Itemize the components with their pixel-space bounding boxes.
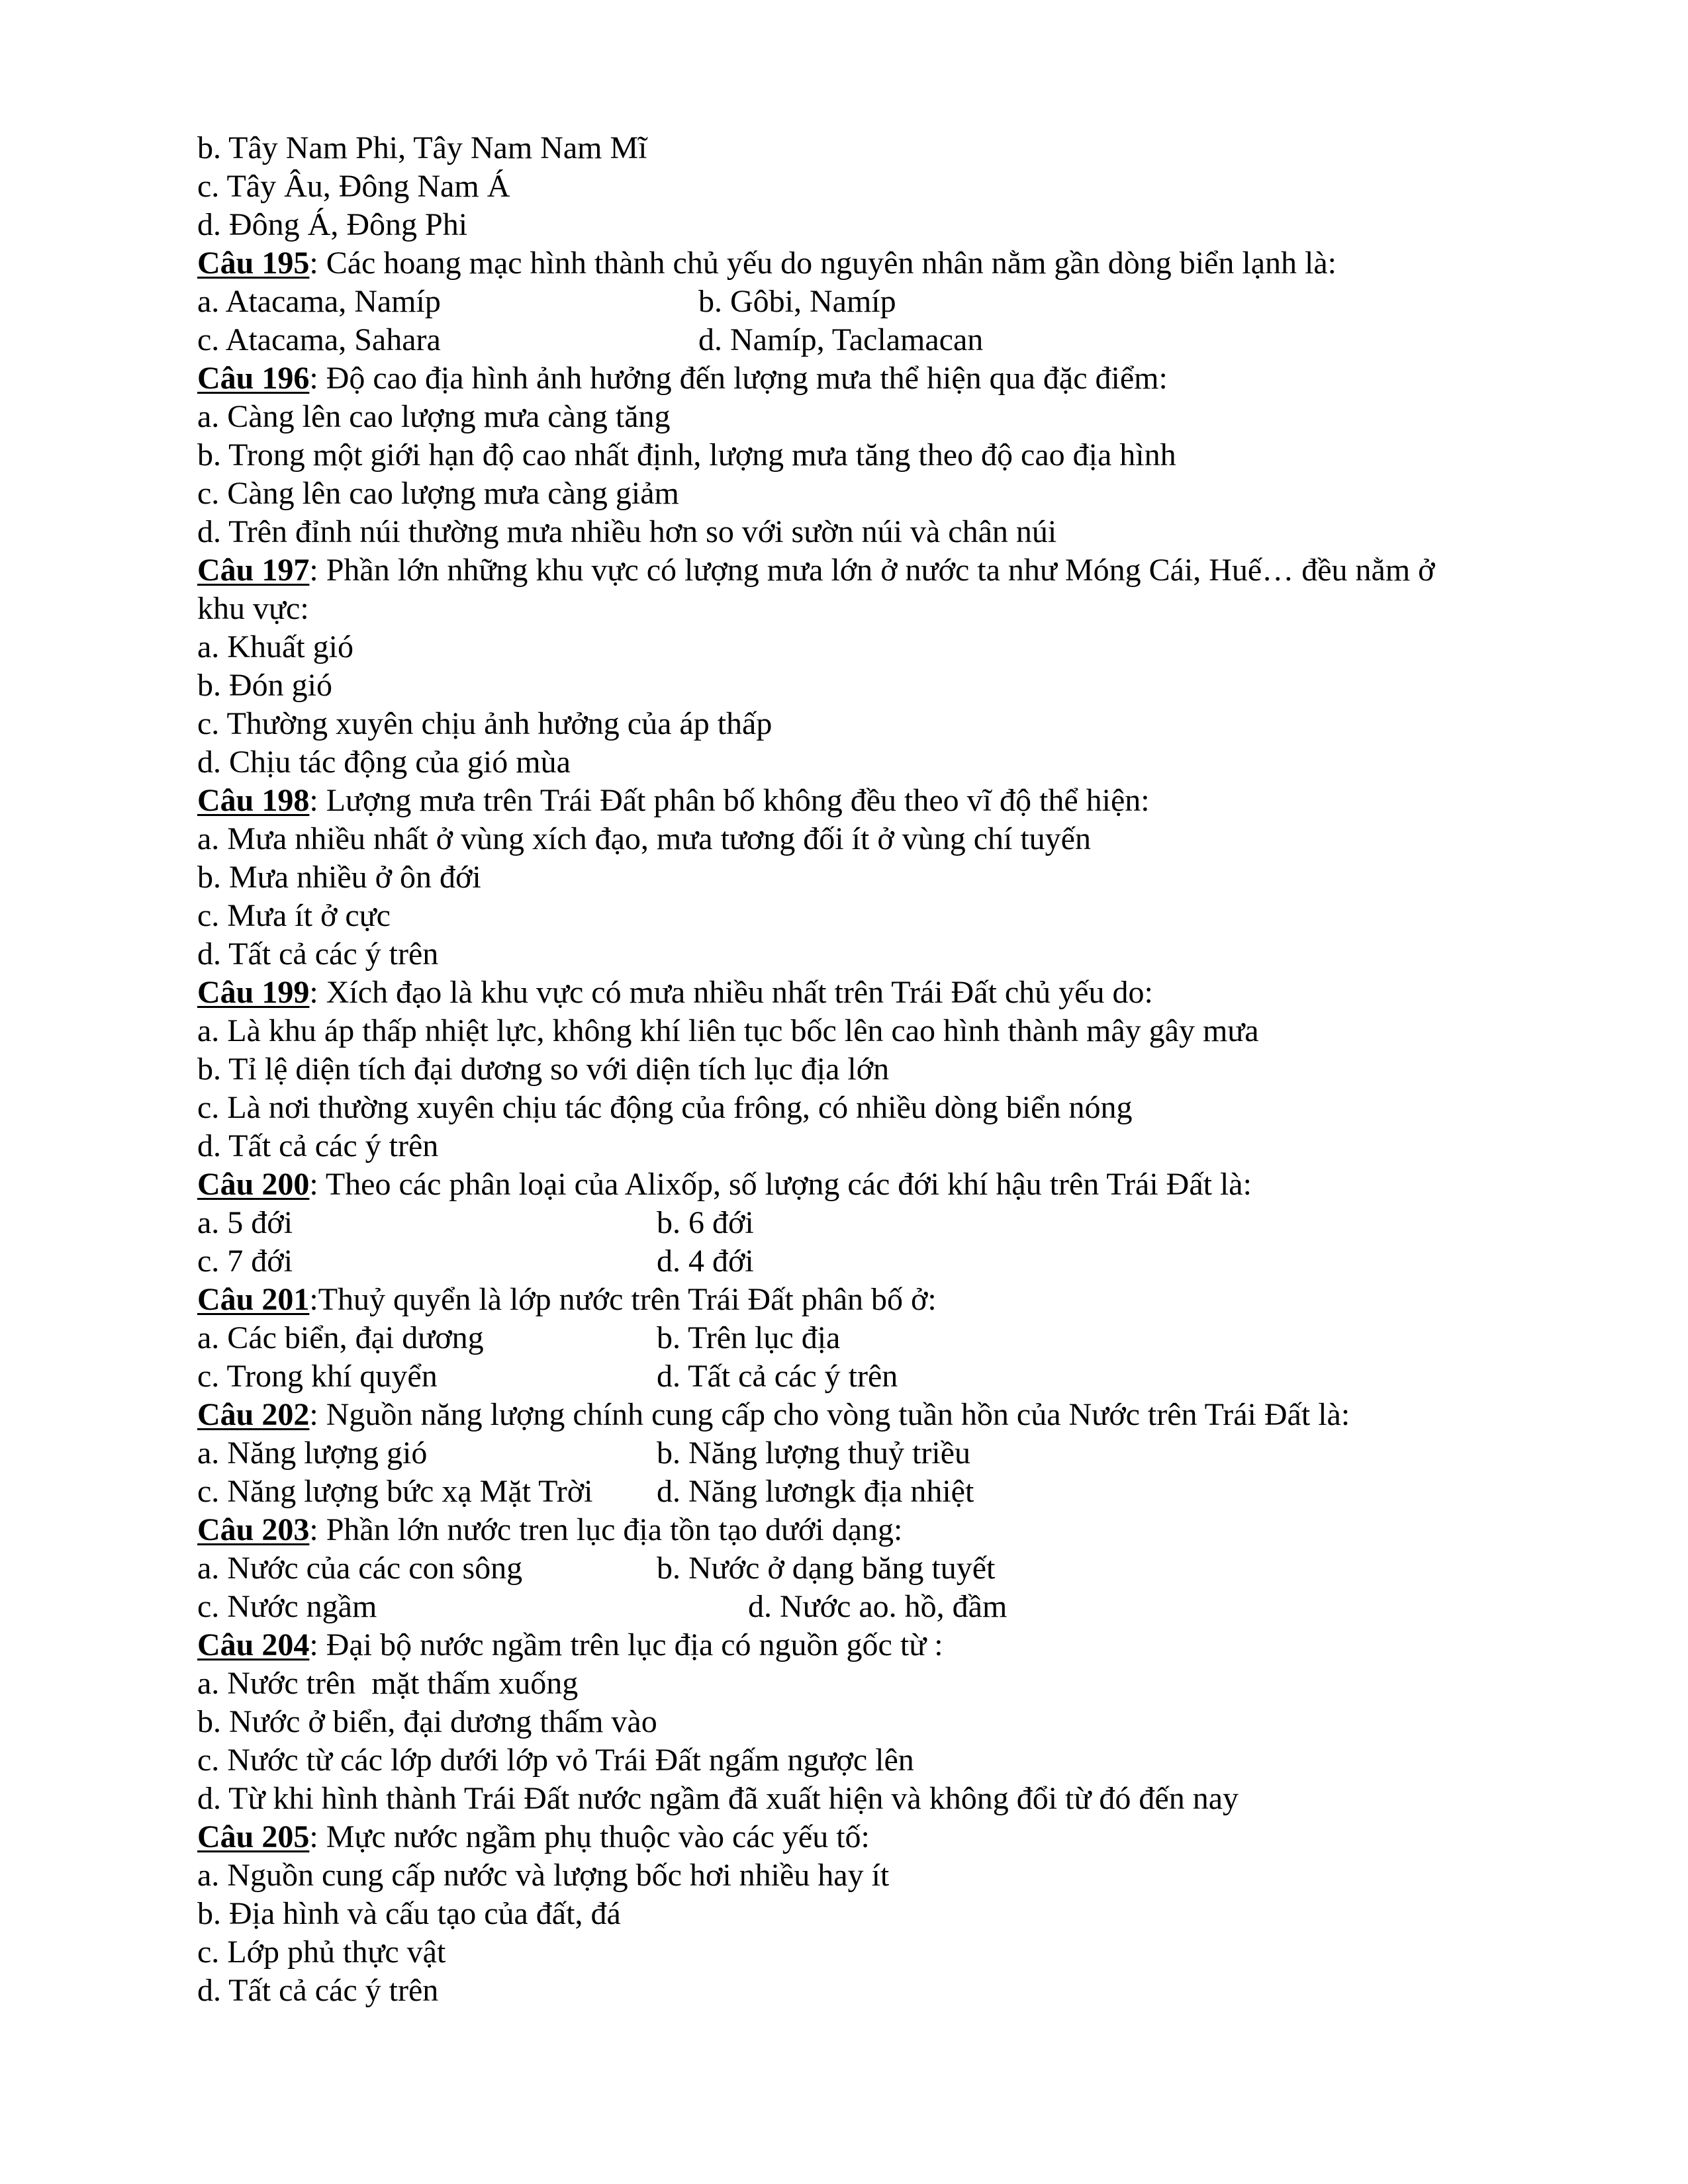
option-c: c. Là nơi thường xuyên chịu tác động của frông, có nhiều dòng biển nóng [197,1090,1133,1125]
question-text: : Lượng mưa trên Trái Đất phân bố không đều theo vĩ độ thể hiện: [309,783,1150,818]
option-b: b. Nước ở biển, đại dương thấm vào [197,1704,657,1739]
option-a: a. Nước trên mặt thấm xuống [197,1666,579,1701]
question-text: : Theo các phân loại của Alixốp, số lượng các đới khí hậu trên Trái Đất là: [309,1167,1252,1202]
option-b: b. Gôbi, Namíp [698,284,896,319]
question-198 [197,782,1521,820]
question-text: : Nguồn năng lượng chính cung cấp cho vòng tuần hồn của Nước trên Trái Đất là: [309,1397,1350,1432]
option-row [197,1588,1521,1626]
question-label: Câu 204 [197,1627,310,1662]
option-a: a. Các biển, đại dương [197,1320,484,1355]
option-row [197,1549,1521,1588]
option-d: d. Tất cả các ý trên [197,936,439,972]
option-d: d. Tất cả các ý trên [197,1128,439,1163]
option-c: c. Trong khí quyển [197,1359,438,1394]
option-d: d. Tất cả các ý trên [197,1973,439,2008]
question-202 [197,1396,1521,1434]
question-text: : Phần lớn những khu vực có lượng mưa lớn ở nước ta như Móng Cái, Huế… đều nằm ở [309,553,1435,588]
option-a: a. Càng lên cao lượng mưa càng tăng [197,399,671,434]
question-text: : Độ cao địa hình ảnh hưởng đến lượng mưa thể hiện qua đặc điểm: [309,361,1168,396]
question-204 [197,1626,1521,1664]
option-row [197,1434,1521,1473]
option-d: d. Năng lươngk địa nhiệt [657,1474,974,1509]
option-c: c. Lớp phủ thực vật [197,1934,446,1970]
option-c: c. Mưa ít ở cực [197,898,391,933]
option-a: a. Nước của các con sông [197,1551,523,1586]
option-a: a. Atacama, Namíp [197,284,441,319]
option-b: b. Tỉ lệ diện tích đại dương so với diện tích lục địa lớn [197,1052,890,1087]
question-label: Câu 199 [197,975,310,1010]
option-c: c. 7 đới [197,1244,293,1279]
option-a: a. Khuất gió [197,629,353,664]
question-205 [197,1818,1521,1856]
option-a: a. Nguồn cung cấp nước và lượng bốc hơi nhiều hay ít [197,1858,890,1893]
question-label: Câu 196 [197,361,310,396]
option-a: a. 5 đới [197,1205,293,1240]
question-label: Câu 202 [197,1397,310,1432]
question-196 [197,359,1521,398]
option-b: b. Trong một giới hạn độ cao nhất định, lượng mưa tăng theo độ cao địa hình [197,437,1176,473]
question-text: : Phần lớn nước tren lục địa tồn tạo dưới dạng: [309,1512,903,1547]
option-b: b. Đón gió [197,668,332,703]
option-c: c. Năng lượng bức xạ Mặt Trời [197,1474,593,1509]
question-text: : Xích đạo là khu vực có mưa nhiều nhất trên Trái Đất chủ yếu do: [309,975,1153,1010]
question-label: Câu 195 [197,246,310,281]
option-d: d. Từ khi hình thành Trái Đất nước ngầm đã xuất hiện và không đổi từ đó đến nay [197,1781,1239,1816]
option-c: c. Nước ngầm [197,1589,377,1624]
option-row [197,283,1521,321]
question-label: Câu 203 [197,1512,310,1547]
option-d: d. Tất cả các ý trên [657,1359,898,1394]
option-c: c. Càng lên cao lượng mưa càng giảm [197,476,679,511]
option-d: d. 4 đới [657,1244,754,1279]
question-197 [197,551,1521,590]
option-b: b. Năng lượng thuỷ triều [657,1435,970,1471]
option-row [197,321,1521,359]
document-page [197,129,1521,2010]
question-label: Câu 201 [197,1282,310,1317]
question-text: : Mực nước ngầm phụ thuộc vào các yếu tố: [309,1819,870,1854]
question-text: :Thuỷ quyển là lớp nước trên Trái Đất phân bố ở: [309,1282,937,1317]
option-d: d. Namíp, Taclamacan [698,322,984,357]
option-c: c. Thường xuyên chịu ảnh hưởng của áp thấp [197,706,773,741]
question-text: : Đại bộ nước ngầm trên lục địa có nguồn gốc từ : [309,1627,943,1662]
question-text-cont: khu vực: [197,591,309,626]
option-row [197,1473,1521,1511]
option-a: a. Năng lượng gió [197,1435,428,1471]
question-label: Câu 200 [197,1167,310,1202]
option-line: c. Tây Âu, Đông Nam Á [197,169,510,204]
question-label: Câu 198 [197,783,310,818]
question-203 [197,1511,1521,1549]
option-d: d. Chịu tác động của gió mùa [197,745,571,780]
option-row [197,1319,1521,1357]
option-row [197,1242,1521,1281]
option-c: c. Atacama, Sahara [197,322,441,357]
question-201 [197,1281,1521,1319]
option-b: b. Trên lục địa [657,1320,841,1355]
option-row [197,1204,1521,1242]
option-d: d. Nước ao. hồ, đầm [748,1589,1008,1624]
option-d: d. Trên đỉnh núi thường mưa nhiều hơn so với sườn núi và chân núi [197,514,1057,549]
option-b: b. Mưa nhiều ở ôn đới [197,860,481,895]
option-row [197,1357,1521,1396]
question-200 [197,1165,1521,1204]
option-b: b. Nước ở dạng băng tuyết [657,1551,996,1586]
option-c: c. Nước từ các lớp dưới lớp vỏ Trái Đất ngấm ngược lên [197,1743,914,1778]
option-b: b. Địa hình và cấu tạo của đất, đá [197,1896,621,1931]
option-a: a. Mưa nhiều nhất ở vùng xích đạo, mưa tương đối ít ở vùng chí tuyến [197,821,1091,856]
question-195 [197,244,1521,283]
option-a: a. Là khu áp thấp nhiệt lực, không khí liên tục bốc lên cao hình thành mây gây mưa [197,1013,1259,1048]
option-line: d. Đông Á, Đông Phi [197,207,468,242]
question-199 [197,974,1521,1012]
question-text: : Các hoang mạc hình thành chủ yếu do nguyên nhân nằm gần dòng biển lạnh là: [309,246,1336,281]
option-b: b. 6 đới [657,1205,754,1240]
question-label: Câu 205 [197,1819,310,1854]
option-line: b. Tây Nam Phi, Tây Nam Nam Mĩ [197,130,647,165]
question-label: Câu 197 [197,553,310,588]
